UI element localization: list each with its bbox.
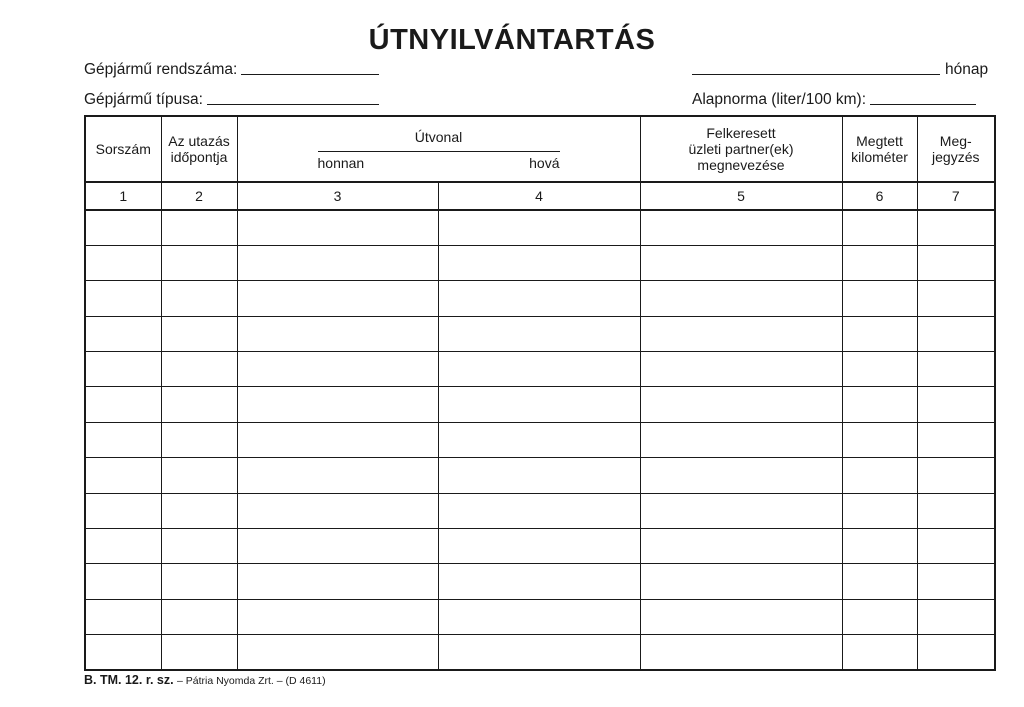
entry-cell[interactable] xyxy=(237,422,438,457)
registration-input-line[interactable] xyxy=(241,73,379,75)
entry-cell[interactable] xyxy=(161,352,237,387)
entry-cell[interactable] xyxy=(161,493,237,528)
entry-cell[interactable] xyxy=(917,352,995,387)
publisher-note: – Pátria Nyomda Zrt. – (D 4611) xyxy=(176,675,326,687)
entry-cell[interactable] xyxy=(640,599,842,634)
entry-cell[interactable] xyxy=(85,493,161,528)
entry-cell[interactable] xyxy=(917,210,995,245)
entry-cell[interactable] xyxy=(842,528,917,563)
column-number: 7 xyxy=(917,182,995,210)
entry-cell[interactable] xyxy=(438,458,640,493)
header-serial: Sorszám xyxy=(85,116,161,182)
table-row xyxy=(85,564,995,599)
header-row xyxy=(85,116,995,182)
column-number: 5 xyxy=(640,182,842,210)
type-field xyxy=(84,91,379,109)
entry-cell[interactable] xyxy=(237,599,438,634)
entry-cell[interactable] xyxy=(438,245,640,280)
entry-cell[interactable] xyxy=(640,352,842,387)
route-divider xyxy=(318,151,560,152)
entry-cell[interactable] xyxy=(640,493,842,528)
table-row xyxy=(85,316,995,351)
entry-cell[interactable] xyxy=(85,281,161,316)
header-trip-time: Az utazás időpontja xyxy=(161,116,237,182)
entry-cell[interactable] xyxy=(917,387,995,422)
entry-cell[interactable] xyxy=(85,352,161,387)
entry-cell[interactable] xyxy=(161,387,237,422)
table-row xyxy=(85,352,995,387)
entry-cell[interactable] xyxy=(161,635,237,670)
table-row xyxy=(85,422,995,457)
entry-cell[interactable] xyxy=(237,635,438,670)
entry-cell[interactable] xyxy=(161,422,237,457)
entry-cell[interactable] xyxy=(640,422,842,457)
entry-cell[interactable] xyxy=(438,599,640,634)
entry-cell[interactable] xyxy=(237,458,438,493)
entry-cell[interactable] xyxy=(640,245,842,280)
entry-cell[interactable] xyxy=(161,316,237,351)
entry-cell[interactable] xyxy=(85,564,161,599)
entry-cell[interactable] xyxy=(842,352,917,387)
header-km: Megtett kilométer xyxy=(842,116,917,182)
entry-cell[interactable] xyxy=(161,599,237,634)
entry-cell[interactable] xyxy=(85,210,161,245)
header-partner: Felkeresett üzleti partner(ek) megnevezése xyxy=(640,116,842,182)
entry-cell[interactable] xyxy=(640,316,842,351)
entry-cell[interactable] xyxy=(917,493,995,528)
entry-cell[interactable] xyxy=(917,458,995,493)
entry-cell[interactable] xyxy=(842,599,917,634)
entry-cell[interactable] xyxy=(85,387,161,422)
column-number: 2 xyxy=(161,182,237,210)
entry-cell[interactable] xyxy=(842,210,917,245)
entry-cell[interactable] xyxy=(161,210,237,245)
entry-cell[interactable] xyxy=(917,564,995,599)
footer xyxy=(84,673,326,687)
entry-cell[interactable] xyxy=(640,635,842,670)
table-row xyxy=(85,210,995,245)
entry-cell[interactable] xyxy=(640,528,842,563)
table-row xyxy=(85,528,995,563)
route-from-label: honnan xyxy=(317,155,365,171)
entry-cell[interactable] xyxy=(161,458,237,493)
route-label: Útvonal xyxy=(414,129,463,145)
column-number: 3 xyxy=(237,182,438,210)
header-route xyxy=(237,116,640,182)
entry-cell[interactable] xyxy=(438,387,640,422)
norm-input-line[interactable] xyxy=(870,103,976,105)
entry-cell[interactable] xyxy=(85,458,161,493)
entry-cell[interactable] xyxy=(640,387,842,422)
column-number-row xyxy=(85,182,995,210)
column-number: 6 xyxy=(842,182,917,210)
entry-cell[interactable] xyxy=(917,422,995,457)
form-code: B. TM. 12. r. sz. xyxy=(84,673,174,687)
table-row xyxy=(85,458,995,493)
header-note: Meg- jegyzés xyxy=(917,116,995,182)
entry-cell[interactable] xyxy=(161,281,237,316)
registration-label: Gépjármű rendszáma: xyxy=(84,61,238,78)
entry-cell[interactable] xyxy=(85,599,161,634)
entry-cell[interactable] xyxy=(917,281,995,316)
entry-cell[interactable] xyxy=(438,422,640,457)
table-row xyxy=(85,281,995,316)
entry-cell[interactable] xyxy=(85,528,161,563)
entry-cell[interactable] xyxy=(917,635,995,670)
entry-cell[interactable] xyxy=(237,352,438,387)
norm-label: Alapnorma (liter/100 km): xyxy=(692,91,867,108)
entry-cell[interactable] xyxy=(438,316,640,351)
table-row xyxy=(85,493,995,528)
entry-cell[interactable] xyxy=(237,528,438,563)
table-row xyxy=(85,635,995,670)
type-label: Gépjármű típusa: xyxy=(84,91,203,108)
entry-cell[interactable] xyxy=(438,352,640,387)
entry-cell[interactable] xyxy=(917,316,995,351)
entry-cell[interactable] xyxy=(438,493,640,528)
entry-cell[interactable] xyxy=(237,316,438,351)
route-to-label: hová xyxy=(529,155,560,171)
entry-cell[interactable] xyxy=(85,422,161,457)
table-row xyxy=(85,599,995,634)
entry-cell[interactable] xyxy=(842,281,917,316)
norm-field xyxy=(692,91,976,109)
entry-cell[interactable] xyxy=(161,564,237,599)
registration-field xyxy=(84,61,379,79)
entry-cell[interactable] xyxy=(438,528,640,563)
entry-cell[interactable] xyxy=(438,635,640,670)
entry-cell[interactable] xyxy=(640,281,842,316)
entry-cell[interactable] xyxy=(438,281,640,316)
table-row xyxy=(85,387,995,422)
entry-cell[interactable] xyxy=(438,210,640,245)
table-row xyxy=(85,245,995,280)
entry-cell[interactable] xyxy=(842,245,917,280)
entry-cell[interactable] xyxy=(237,245,438,280)
entry-cell[interactable] xyxy=(842,387,917,422)
entry-cell[interactable] xyxy=(237,387,438,422)
entry-cell[interactable] xyxy=(842,635,917,670)
entry-cell[interactable] xyxy=(438,564,640,599)
entry-cell[interactable] xyxy=(917,245,995,280)
entry-cell[interactable] xyxy=(842,422,917,457)
page-title: ÚTNYILVÁNTARTÁS xyxy=(368,24,656,56)
trip-log-table xyxy=(84,115,996,671)
entry-cell[interactable] xyxy=(917,599,995,634)
entry-cell[interactable] xyxy=(161,245,237,280)
entry-cell[interactable] xyxy=(640,564,842,599)
entry-cell[interactable] xyxy=(842,493,917,528)
month-input-line[interactable] xyxy=(692,73,940,75)
month-field xyxy=(692,61,988,79)
entry-cell[interactable] xyxy=(237,210,438,245)
entry-cell[interactable] xyxy=(842,564,917,599)
entry-cell[interactable] xyxy=(917,528,995,563)
entry-cell[interactable] xyxy=(640,458,842,493)
entry-cell[interactable] xyxy=(237,281,438,316)
entry-cell[interactable] xyxy=(85,245,161,280)
type-input-line[interactable] xyxy=(207,103,379,105)
entry-cell[interactable] xyxy=(842,316,917,351)
entry-cell[interactable] xyxy=(85,635,161,670)
entry-cell[interactable] xyxy=(237,493,438,528)
entry-cell[interactable] xyxy=(640,210,842,245)
column-number: 4 xyxy=(438,182,640,210)
month-label: hónap xyxy=(945,61,989,78)
column-number: 1 xyxy=(85,182,161,210)
entry-cell[interactable] xyxy=(85,316,161,351)
entry-cell[interactable] xyxy=(237,564,438,599)
entry-cell[interactable] xyxy=(842,458,917,493)
entry-cell[interactable] xyxy=(161,528,237,563)
